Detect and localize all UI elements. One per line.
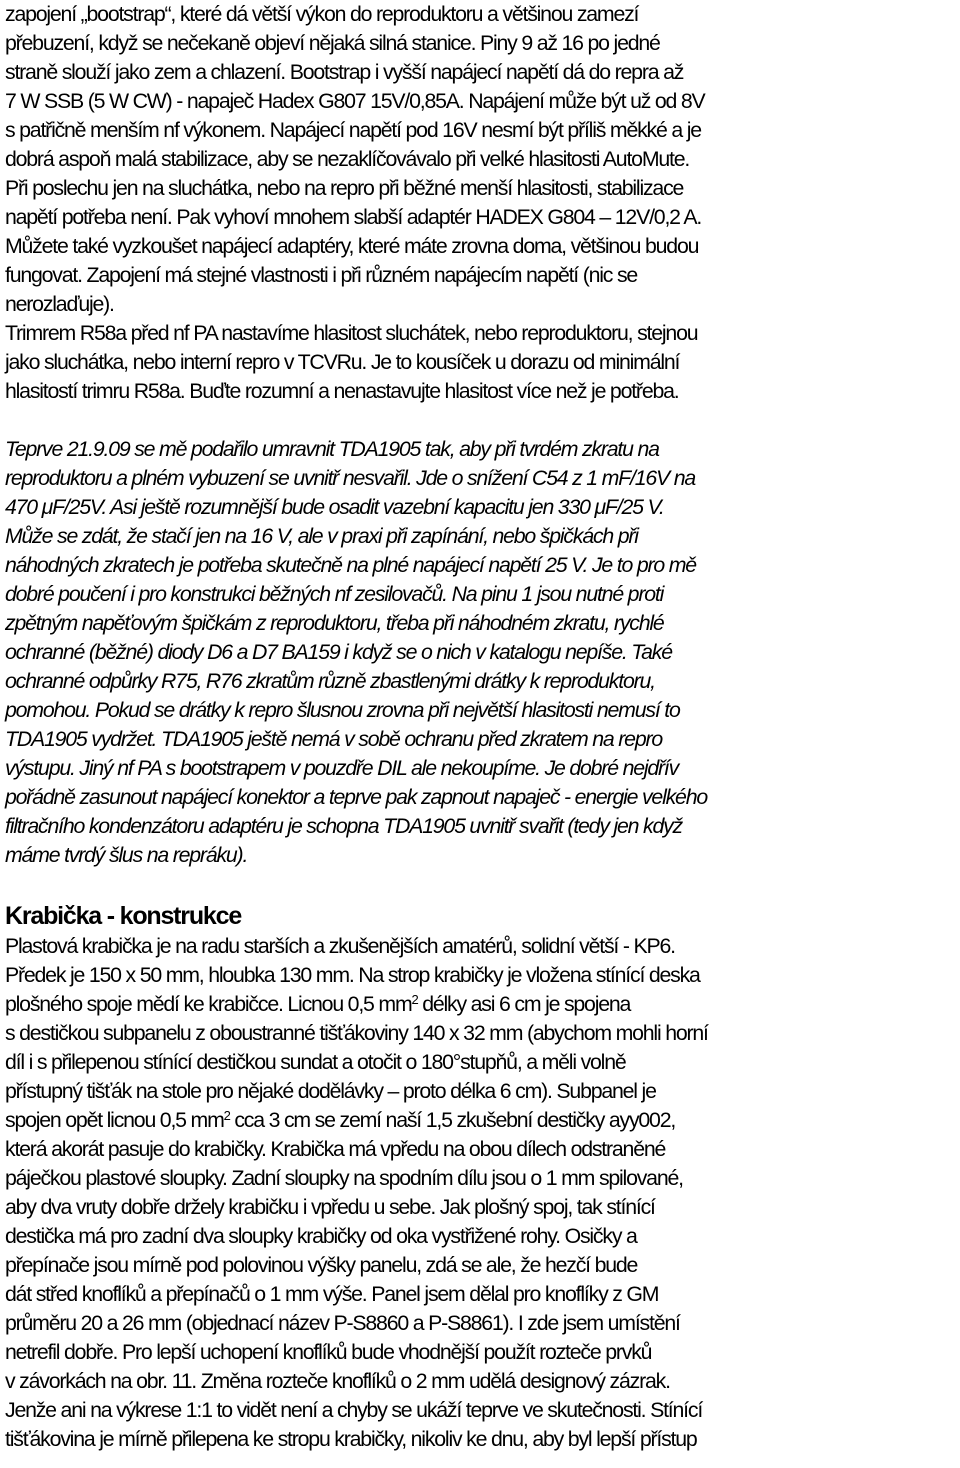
text-line — [5, 990, 960, 1019]
text-run: spojen opět licnou 0,5 mm — [5, 1108, 224, 1132]
text-run: délky asi 6 cm je spojena — [417, 992, 631, 1016]
text-line: destička má pro zadní dva sloupky krabičky od oka vystřižené rohy. Osičky a — [5, 1224, 637, 1248]
text-line: Při poslechu jen na sluchátka, nebo na repro při běžné menší hlasitosti, stabilizace — [5, 176, 684, 200]
text-line: netrefil dobře. Pro lepší uchopení knoflíků bude vhodnější použít rozteče prvků — [5, 1340, 652, 1364]
paragraph-enclosure — [5, 932, 960, 1454]
paragraph-gap — [5, 406, 960, 435]
text-line: dát střed knoflíků a přepínačů o 1 mm výše. Panel jsem dělal pro knoflíky z GM — [5, 1282, 659, 1306]
superscript: 2 — [223, 1108, 230, 1123]
text-line: průměru 20 a 26 mm (objednací název P-S8860 a P-S8861). I zde jsem umístění — [5, 1311, 680, 1335]
italic-text-line: filtračního kondenzátoru adaptéru je schopna TDA1905 uvnitř svařit (tedy jen když — [5, 814, 683, 838]
text-line: zapojení „bootstrap“, které dá větší výkon do reproduktoru a většinou zamezí — [5, 2, 639, 26]
italic-text-line: pomohou. Pokud se drátky k repro šlusnou zrovna při největší hlasitosti nemusí to — [5, 698, 680, 722]
italic-text-line: výstupu. Jiný nf PA s bootstrapem v pouzdře DIL ale nekoupíme. Je dobré nejdřív — [5, 756, 679, 780]
text-line: nerozlaďuje). — [5, 292, 114, 316]
text-line: přístupný tišťák na stole pro nějaké dodělávky – proto délka 6 cm). Subpanel je — [5, 1079, 656, 1103]
italic-text-line: Může se zdát, že stačí jen na 16 V, ale v praxi při zapínání, nebo špičkách při — [5, 524, 638, 548]
text-line: tišťákovina je mírně přilepena ke stropu krabičky, nikoliv ke dnu, aby byl lepší přístup — [5, 1427, 697, 1451]
italic-text-line: ochranné (běžné) diody D6 a D7 BA159 i když se o nich v katalogu nepíše. Také — [5, 640, 672, 664]
text-line: fungovat. Zapojení má stejné vlastnosti i při různém napájecím napětí (nic se — [5, 263, 638, 287]
text-line: Jenže ani na výkrese 1:1 to vidět není a chyby se ukáží teprve ve skutečnosti. Stínící — [5, 1398, 703, 1422]
text-line — [5, 1106, 960, 1135]
text-line: 7 W SSB (5 W CW) - napaječ Hadex G807 15V/0,85A. Napájení může být už od 8V — [5, 89, 705, 113]
document-body — [5, 0, 960, 1454]
text-line: s patřičně menším nf výkonem. Napájecí napětí pod 16V nesmí být příliš měkké a je — [5, 118, 701, 142]
text-line: napětí potřeba není. Pak vyhoví mnohem slabší adaptér HADEX G804 – 12V/0,2 A. — [5, 205, 702, 229]
text-line: páječkou plastové sloupky. Zadní sloupky na spodním dílu jsou o 1 mm spilované, — [5, 1166, 683, 1190]
text-line: přepínače jsou mírně pod polovinou výšky panelu, zdá se ale, že hezčí bude — [5, 1253, 638, 1277]
paragraph-gap — [5, 870, 960, 899]
text-line: hlasitostí trimru R58a. Buďte rozumní a nenastavujte hlasitost více než je potřeba. — [5, 379, 679, 403]
text-run: plošného spoje mědí ke krabičce. Licnou 0,5 mm — [5, 992, 412, 1016]
text-line: jako sluchátka, nebo interní repro v TCVRu. Je to kousíček u dorazu od minimální — [5, 350, 680, 374]
text-line: Můžete také vyzkoušet napájecí adaptéry, které máte zrovna doma, většinou budou — [5, 234, 699, 258]
italic-text-line: 470 μF/25V. Asi ještě rozumnější bude osadit vazební kapacitu jen 330 μF/25 V. — [5, 495, 664, 519]
italic-text-line: Teprve 21.9.09 se mě podařilo umravnit TDA1905 tak, aby při tvrdém zkratu na — [5, 437, 659, 461]
text-line: Trimrem R58a před nf PA nastavíme hlasitost sluchátek, nebo reproduktoru, stejnou — [5, 321, 698, 345]
text-line: přebuzení, když se nečekaně objeví nějaká silná stanice. Piny 9 až 16 po jedné — [5, 31, 660, 55]
italic-text-line: TDA1905 vydržet. TDA1905 ještě nemá v sobě ochranu před zkratem na repro — [5, 727, 663, 751]
text-line: díl i s přilepenou stínící destičkou sundat a otočit o 180°stupňů, a měli volně — [5, 1050, 626, 1074]
text-line: která akorát pasuje do krabičky. Krabička má vpředu na obou dílech odstraněné — [5, 1137, 666, 1161]
italic-text-line: náhodných zkratech je potřeba skutečně na plné napájecí napětí 25 V. Je to pro mě — [5, 553, 696, 577]
text-line: aby dva vruty dobře držely krabičku i vpředu u sebe. Jak plošný spoj, tak stínící — [5, 1195, 655, 1219]
italic-text-line: reproduktoru a plném vybuzení se uvnitř nesvařil. Jde o snížení C54 z 1 mF/16V na — [5, 466, 696, 490]
italic-text-line: dobré poučení i pro konstrukci běžných nf zesilovačů. Na pinu 1 jsou nutné proti — [5, 582, 664, 606]
section-heading: Krabička - konstrukce — [5, 902, 242, 930]
italic-text-line: zpětným napěťovým špičkám z reproduktoru, třeba při náhodném zkratu, rychlé — [5, 611, 664, 635]
superscript: 2 — [411, 992, 418, 1007]
text-line: v závorkách na obr. 11. Změna rozteče knoflíků o 2 mm udělá designový zázrak. — [5, 1369, 670, 1393]
italic-text-line: pořádně zasunout napájecí konektor a teprve pak zapnout napaječ - energie velkého — [5, 785, 707, 809]
text-run: cca 3 cm se zemí naší 1,5 zkušební destičky ayy002, — [229, 1108, 676, 1132]
text-line: Plastová krabička je na radu starších a zkušenějších amatérů, solidní větší - KP6. — [5, 934, 675, 958]
paragraph-tda1905-note — [5, 435, 960, 870]
text-line: dobrá aspoň malá stabilizace, aby se nezaklíčovávalo při velké hlasitosti AutoMute. — [5, 147, 690, 171]
italic-text-line: máme tvrdý šlus na repráku). — [5, 843, 248, 867]
italic-text-line: ochranné odpůrky R75, R76 zkratům různě zbastlenými drátky k reproduktoru, — [5, 669, 655, 693]
paragraph-power-supply — [5, 0, 960, 406]
text-line: straně slouží jako zem a chlazení. Bootstrap i vyšší napájecí napětí dá do repra až — [5, 60, 684, 84]
text-line: Předek je 150 x 50 mm, hloubka 130 mm. Na strop krabičky je vložena stínící deska — [5, 963, 700, 987]
text-line: s destičkou subpanelu z oboustranné tišťákoviny 140 x 32 mm (abychom mohli horní — [5, 1021, 708, 1045]
